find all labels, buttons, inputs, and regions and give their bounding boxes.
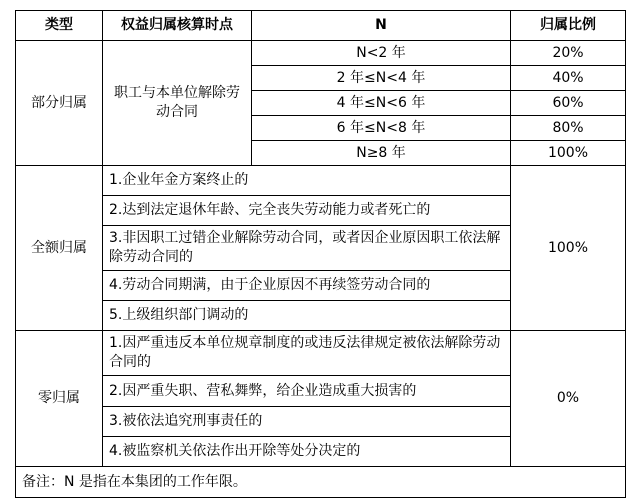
partial-time-point: 职工与本单位解除劳动合同 <box>103 41 252 166</box>
table-row <box>16 166 626 196</box>
n-range: 2 年≤N<4 年 <box>252 66 511 91</box>
n-range: N<2 年 <box>252 41 511 66</box>
category-partial: 部分归属 <box>16 41 103 166</box>
category-full: 全额归属 <box>16 166 103 331</box>
zero-item: 2.因严重失职、营私舞弊，给企业造成重大损害的 <box>103 376 511 407</box>
full-item: 3.非因职工过错企业解除劳动合同，或者因企业原因职工依法解除劳动合同的 <box>103 226 511 271</box>
full-ratio: 100% <box>511 166 626 331</box>
ratio-value: 80% <box>511 116 626 141</box>
vesting-table <box>15 10 626 498</box>
n-range: N≥8 年 <box>252 141 511 166</box>
header-n: N <box>252 11 511 41</box>
table-row <box>16 331 626 376</box>
header-ratio: 归属比例 <box>511 11 626 41</box>
header-time-point: 权益归属核算时点 <box>103 11 252 41</box>
category-zero: 零归属 <box>16 331 103 467</box>
ratio-value: 20% <box>511 41 626 66</box>
full-item: 2.达到法定退休年龄、完全丧失劳动能力或者死亡的 <box>103 196 511 226</box>
zero-item: 4.被监察机关依法作出开除等处分决定的 <box>103 437 511 467</box>
ratio-value: 100% <box>511 141 626 166</box>
zero-ratio: 0% <box>511 331 626 467</box>
note-text: 备注：N 是指在本集团的工作年限。 <box>16 467 626 498</box>
ratio-value: 40% <box>511 66 626 91</box>
full-item: 1.企业年金方案终止的 <box>103 166 511 196</box>
zero-item: 1.因严重违反本单位规章制度的或违反法律规定被依法解除劳动合同的 <box>103 331 511 376</box>
table-header-row <box>16 11 626 41</box>
full-item: 5.上级组织部门调动的 <box>103 301 511 331</box>
n-range: 6 年≤N<8 年 <box>252 116 511 141</box>
note-row <box>16 467 626 498</box>
n-range: 4 年≤N<6 年 <box>252 91 511 116</box>
header-type: 类型 <box>16 11 103 41</box>
ratio-value: 60% <box>511 91 626 116</box>
table-row <box>16 41 626 66</box>
full-item: 4.劳动合同期满，由于企业原因不再续签劳动合同的 <box>103 271 511 301</box>
zero-item: 3.被依法追究刑事责任的 <box>103 407 511 437</box>
